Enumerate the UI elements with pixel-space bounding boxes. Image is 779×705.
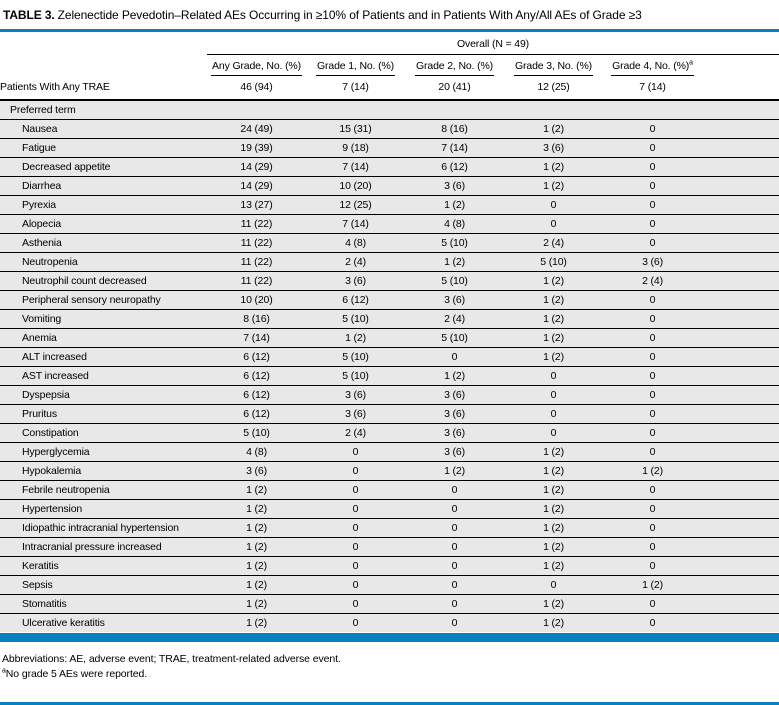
column-header-label: Grade 2, No. (%) xyxy=(415,60,494,76)
value-cell: 14 (29) xyxy=(207,177,306,196)
value-cell: 0 xyxy=(306,481,405,500)
table-row xyxy=(0,196,779,215)
value-cell: 1 (2) xyxy=(504,443,603,462)
value-cell: 6 (12) xyxy=(207,367,306,386)
value-cell: 5 (10) xyxy=(405,329,504,348)
value-cell: 3 (6) xyxy=(405,177,504,196)
table-row xyxy=(0,329,779,348)
value-cell: 5 (10) xyxy=(405,234,504,253)
group-header-stub xyxy=(0,32,207,55)
preferred-term-cell: Nausea xyxy=(0,120,207,139)
filler-cell xyxy=(702,291,779,310)
value-cell: 1 (2) xyxy=(405,367,504,386)
value-cell: 6 (12) xyxy=(405,158,504,177)
preferred-term-cell: Decreased appetite xyxy=(0,158,207,177)
value-cell: 0 xyxy=(306,576,405,595)
value-cell: 0 xyxy=(603,557,702,576)
filler-cell xyxy=(702,367,779,386)
preferred-term-cell: Hypokalemia xyxy=(0,462,207,481)
value-cell: 0 xyxy=(405,348,504,367)
section-label: Preferred term xyxy=(0,100,779,120)
value-cell: 0 xyxy=(306,443,405,462)
filler-cell xyxy=(702,576,779,595)
value-cell: 1 (2) xyxy=(504,329,603,348)
column-header-label: Grade 1, No. (%) xyxy=(316,60,395,76)
value-cell: 0 xyxy=(504,215,603,234)
summary-value-cell: 46 (94) xyxy=(207,76,306,100)
column-header xyxy=(207,55,306,77)
value-cell: 3 (6) xyxy=(504,139,603,158)
summary-term-cell: Patients With Any TRAE xyxy=(0,76,207,100)
value-cell: 0 xyxy=(603,196,702,215)
value-cell: 0 xyxy=(405,595,504,614)
table-row xyxy=(0,234,779,253)
value-cell: 1 (2) xyxy=(504,538,603,557)
value-cell: 5 (10) xyxy=(504,253,603,272)
overall-group-header xyxy=(207,32,779,55)
table-row xyxy=(0,614,779,633)
value-cell: 1 (2) xyxy=(504,557,603,576)
column-header xyxy=(504,55,603,77)
preferred-term-cell: Dyspepsia xyxy=(0,386,207,405)
value-cell: 2 (4) xyxy=(306,424,405,443)
filler-cell xyxy=(702,177,779,196)
value-cell: 1 (2) xyxy=(504,158,603,177)
value-cell: 5 (10) xyxy=(405,272,504,291)
value-cell: 1 (2) xyxy=(405,196,504,215)
preferred-term-cell: Fatigue xyxy=(0,139,207,158)
value-cell: 0 xyxy=(603,215,702,234)
value-cell: 1 (2) xyxy=(603,462,702,481)
value-cell: 0 xyxy=(603,177,702,196)
table-row xyxy=(0,367,779,386)
table-row xyxy=(0,481,779,500)
value-cell: 7 (14) xyxy=(306,158,405,177)
value-cell: 3 (6) xyxy=(306,272,405,291)
preferred-term-cell: Asthenia xyxy=(0,234,207,253)
column-header xyxy=(306,55,405,77)
value-cell: 10 (20) xyxy=(207,291,306,310)
table-body xyxy=(0,100,779,632)
value-cell: 1 (2) xyxy=(504,519,603,538)
value-cell: 1 (2) xyxy=(405,253,504,272)
value-cell: 3 (6) xyxy=(405,424,504,443)
value-cell: 1 (2) xyxy=(207,576,306,595)
value-cell: 1 (2) xyxy=(207,595,306,614)
value-cell: 0 xyxy=(504,405,603,424)
table-row xyxy=(0,253,779,272)
value-cell: 1 (2) xyxy=(504,462,603,481)
overall-group-label: Overall (N = 49) xyxy=(457,38,529,50)
value-cell: 1 (2) xyxy=(207,519,306,538)
summary-value-cell: 20 (41) xyxy=(405,76,504,100)
footnote-superscript: a xyxy=(2,667,6,675)
table-row xyxy=(0,424,779,443)
preferred-term-cell: Ulcerative keratitis xyxy=(0,614,207,633)
column-header xyxy=(603,55,702,77)
table-row xyxy=(0,519,779,538)
preferred-term-cell: Hyperglycemia xyxy=(0,443,207,462)
value-cell: 0 xyxy=(306,500,405,519)
grade5-note-text: No grade 5 AEs were reported. xyxy=(5,668,148,680)
value-cell: 8 (16) xyxy=(207,310,306,329)
filler-cell xyxy=(702,253,779,272)
table-row xyxy=(0,538,779,557)
filler-cell xyxy=(702,120,779,139)
value-cell: 0 xyxy=(504,196,603,215)
filler-cell xyxy=(702,386,779,405)
table-row xyxy=(0,158,779,177)
value-cell: 1 (2) xyxy=(207,557,306,576)
value-cell: 1 (2) xyxy=(504,500,603,519)
value-cell: 11 (22) xyxy=(207,272,306,291)
table-row xyxy=(0,386,779,405)
preferred-term-cell: Keratitis xyxy=(0,557,207,576)
filler-cell xyxy=(702,462,779,481)
table-row xyxy=(0,177,779,196)
value-cell: 0 xyxy=(603,424,702,443)
preferred-term-cell: Idiopathic intracranial hypertension xyxy=(0,519,207,538)
table-row xyxy=(0,291,779,310)
value-cell: 19 (39) xyxy=(207,139,306,158)
value-cell: 0 xyxy=(603,139,702,158)
filler-cell xyxy=(702,424,779,443)
value-cell: 9 (18) xyxy=(306,139,405,158)
value-cell: 0 xyxy=(405,481,504,500)
value-cell: 7 (14) xyxy=(306,215,405,234)
column-header-stub xyxy=(0,55,207,77)
preferred-term-cell: Pruritus xyxy=(0,405,207,424)
value-cell: 6 (12) xyxy=(306,291,405,310)
preferred-term-cell: Intracranial pressure increased xyxy=(0,538,207,557)
filler-cell xyxy=(702,348,779,367)
table-row xyxy=(0,120,779,139)
table-row xyxy=(0,405,779,424)
filler-cell xyxy=(702,481,779,500)
value-cell: 0 xyxy=(306,557,405,576)
table-title xyxy=(0,0,779,29)
table-row xyxy=(0,272,779,291)
value-cell: 4 (8) xyxy=(207,443,306,462)
value-cell: 7 (14) xyxy=(405,139,504,158)
value-cell: 0 xyxy=(603,481,702,500)
filler-cell xyxy=(702,538,779,557)
value-cell: 3 (6) xyxy=(405,291,504,310)
filler-cell xyxy=(702,500,779,519)
value-cell: 2 (4) xyxy=(405,310,504,329)
preferred-term-cell: Diarrhea xyxy=(0,177,207,196)
filler-cell xyxy=(702,76,779,100)
value-cell: 0 xyxy=(603,291,702,310)
preferred-term-cell: Febrile neutropenia xyxy=(0,481,207,500)
table-row xyxy=(0,500,779,519)
filler-cell xyxy=(702,139,779,158)
value-cell: 5 (10) xyxy=(306,367,405,386)
summary-value-cell: 7 (14) xyxy=(603,76,702,100)
value-cell: 0 xyxy=(603,386,702,405)
column-header-row xyxy=(0,55,779,77)
filler-cell xyxy=(702,443,779,462)
value-cell: 0 xyxy=(405,614,504,633)
filler-cell xyxy=(702,595,779,614)
preferred-term-cell: ALT increased xyxy=(0,348,207,367)
value-cell: 1 (2) xyxy=(504,614,603,633)
summary-value-cell: 12 (25) xyxy=(504,76,603,100)
footnotes xyxy=(0,642,779,682)
table-row xyxy=(0,443,779,462)
preferred-term-cell: Sepsis xyxy=(0,576,207,595)
filler-cell xyxy=(702,329,779,348)
value-cell: 11 (22) xyxy=(207,215,306,234)
value-cell: 6 (12) xyxy=(207,386,306,405)
value-cell: 4 (8) xyxy=(405,215,504,234)
table-row xyxy=(0,348,779,367)
value-cell: 0 xyxy=(306,538,405,557)
value-cell: 6 (12) xyxy=(207,405,306,424)
filler-cell xyxy=(702,405,779,424)
value-cell: 2 (4) xyxy=(306,253,405,272)
filler-cell xyxy=(702,557,779,576)
filler-cell xyxy=(702,215,779,234)
value-cell: 0 xyxy=(603,538,702,557)
value-cell: 1 (2) xyxy=(504,291,603,310)
preferred-term-cell: Peripheral sensory neuropathy xyxy=(0,291,207,310)
value-cell: 0 xyxy=(306,595,405,614)
value-cell: 10 (20) xyxy=(306,177,405,196)
separator-bar xyxy=(0,633,779,642)
value-cell: 0 xyxy=(306,519,405,538)
table-row xyxy=(0,557,779,576)
value-cell: 0 xyxy=(603,234,702,253)
preferred-term-cell: Pyrexia xyxy=(0,196,207,215)
table-row xyxy=(0,576,779,595)
table-caption: Zelenectide Pevedotin–Related AEs Occurring in ≥10% of Patients and in Patients With Any/All AEs of Grade ≥3 xyxy=(57,8,642,22)
summary-row xyxy=(0,76,779,100)
section-row xyxy=(0,100,779,120)
value-cell: 15 (31) xyxy=(306,120,405,139)
value-cell: 0 xyxy=(504,386,603,405)
value-cell: 0 xyxy=(504,576,603,595)
value-cell: 5 (10) xyxy=(207,424,306,443)
filler-cell xyxy=(702,234,779,253)
value-cell: 7 (14) xyxy=(207,329,306,348)
value-cell: 11 (22) xyxy=(207,234,306,253)
value-cell: 0 xyxy=(603,500,702,519)
value-cell: 0 xyxy=(603,329,702,348)
value-cell: 24 (49) xyxy=(207,120,306,139)
value-cell: 1 (2) xyxy=(306,329,405,348)
value-cell: 12 (25) xyxy=(306,196,405,215)
table-row xyxy=(0,462,779,481)
filler-cell xyxy=(702,310,779,329)
value-cell: 5 (10) xyxy=(306,348,405,367)
value-cell: 0 xyxy=(306,614,405,633)
value-cell: 5 (10) xyxy=(306,310,405,329)
value-cell: 0 xyxy=(405,519,504,538)
table-row xyxy=(0,595,779,614)
column-header-label: Grade 3, No. (%) xyxy=(514,60,593,76)
value-cell: 3 (6) xyxy=(306,386,405,405)
value-cell: 1 (2) xyxy=(504,481,603,500)
value-cell: 0 xyxy=(504,424,603,443)
value-cell: 0 xyxy=(603,614,702,633)
value-cell: 3 (6) xyxy=(405,405,504,424)
filler-cell xyxy=(702,272,779,291)
ae-table xyxy=(0,32,779,632)
value-cell: 3 (6) xyxy=(405,443,504,462)
preferred-term-cell: Constipation xyxy=(0,424,207,443)
value-cell: 1 (2) xyxy=(207,538,306,557)
value-cell: 1 (2) xyxy=(504,595,603,614)
value-cell: 0 xyxy=(603,595,702,614)
value-cell: 0 xyxy=(603,443,702,462)
value-cell: 1 (2) xyxy=(207,500,306,519)
value-cell: 8 (16) xyxy=(405,120,504,139)
value-cell: 1 (2) xyxy=(504,120,603,139)
value-cell: 0 xyxy=(603,405,702,424)
grade5-note xyxy=(2,667,777,682)
value-cell: 14 (29) xyxy=(207,158,306,177)
value-cell: 3 (6) xyxy=(207,462,306,481)
table-row xyxy=(0,139,779,158)
value-cell: 3 (6) xyxy=(306,405,405,424)
filler-cell xyxy=(702,196,779,215)
group-header-row xyxy=(0,32,779,55)
filler-cell xyxy=(702,519,779,538)
summary-value-cell: 7 (14) xyxy=(306,76,405,100)
table-row xyxy=(0,215,779,234)
value-cell: 0 xyxy=(405,500,504,519)
value-cell: 2 (4) xyxy=(504,234,603,253)
value-cell: 0 xyxy=(603,348,702,367)
value-cell: 1 (2) xyxy=(405,462,504,481)
table-row xyxy=(0,310,779,329)
value-cell: 1 (2) xyxy=(504,272,603,291)
preferred-term-cell: Alopecia xyxy=(0,215,207,234)
column-header-label: Any Grade, No. (%) xyxy=(211,60,302,76)
value-cell: 1 (2) xyxy=(207,614,306,633)
value-cell: 0 xyxy=(306,462,405,481)
value-cell: 0 xyxy=(405,538,504,557)
column-header-label: Grade 4, No. (%)$^a$ xyxy=(611,60,694,76)
value-cell: 3 (6) xyxy=(405,386,504,405)
filler-cell xyxy=(702,158,779,177)
value-cell: 11 (22) xyxy=(207,253,306,272)
value-cell: 1 (2) xyxy=(207,481,306,500)
value-cell: 0 xyxy=(603,367,702,386)
table-number: TABLE 3. xyxy=(3,8,55,22)
value-cell: 13 (27) xyxy=(207,196,306,215)
value-cell: 0 xyxy=(603,158,702,177)
column-header-superscript: a xyxy=(689,59,693,67)
value-cell: 1 (2) xyxy=(504,310,603,329)
value-cell: 1 (2) xyxy=(504,348,603,367)
value-cell: 0 xyxy=(405,557,504,576)
value-cell: 1 (2) xyxy=(504,177,603,196)
preferred-term-cell: Neutrophil count decreased xyxy=(0,272,207,291)
value-cell: 0 xyxy=(603,519,702,538)
abbreviations-note: Abbreviations: AE, adverse event; TRAE, treatment-related adverse event. xyxy=(2,653,341,665)
preferred-term-cell: Stomatitis xyxy=(0,595,207,614)
preferred-term-cell: Anemia xyxy=(0,329,207,348)
preferred-term-cell: Hypertension xyxy=(0,500,207,519)
value-cell: 2 (4) xyxy=(603,272,702,291)
preferred-term-cell: Vomiting xyxy=(0,310,207,329)
table-head xyxy=(0,32,779,100)
value-cell: 0 xyxy=(504,367,603,386)
filler-cell xyxy=(702,55,779,77)
value-cell: 3 (6) xyxy=(603,253,702,272)
column-header xyxy=(405,55,504,77)
preferred-term-cell: Neutropenia xyxy=(0,253,207,272)
filler-cell xyxy=(702,614,779,633)
value-cell: 0 xyxy=(603,310,702,329)
value-cell: 4 (8) xyxy=(306,234,405,253)
value-cell: 1 (2) xyxy=(603,576,702,595)
value-cell: 0 xyxy=(603,120,702,139)
value-cell: 0 xyxy=(405,576,504,595)
preferred-term-cell: AST increased xyxy=(0,367,207,386)
value-cell: 6 (12) xyxy=(207,348,306,367)
